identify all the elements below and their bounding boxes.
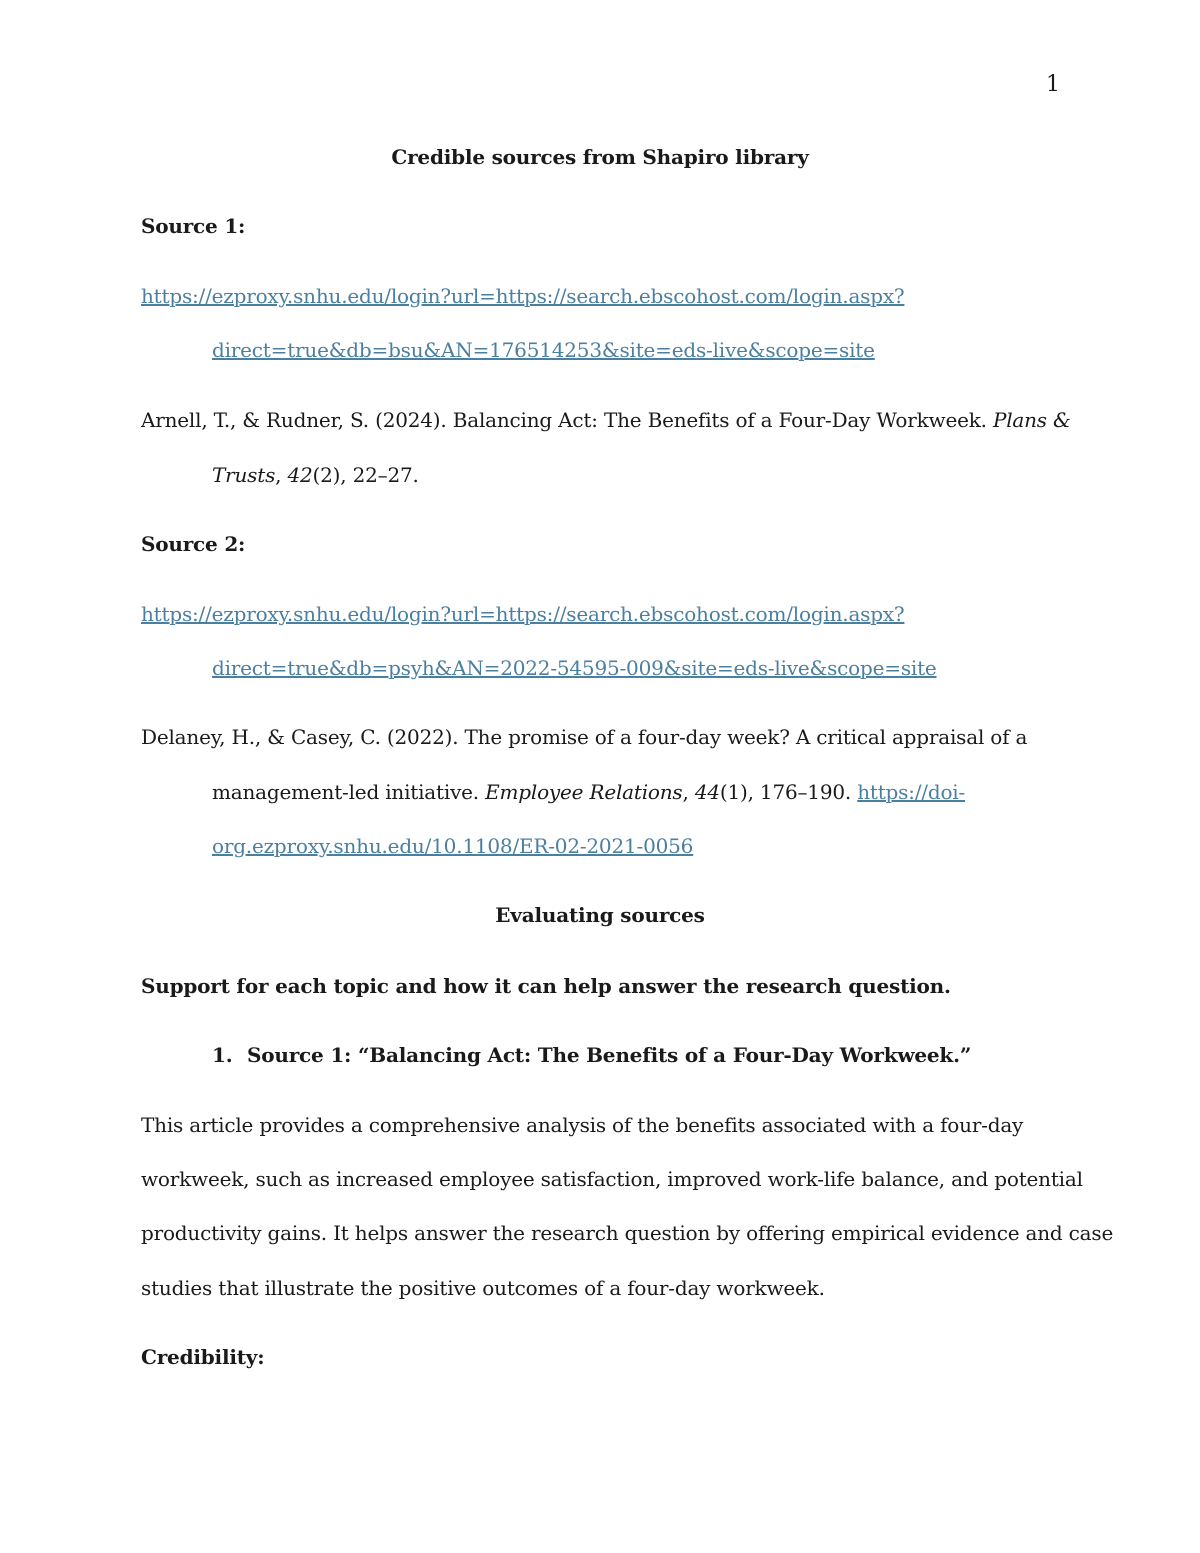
source1-citation-line1 — [141, 407, 1071, 433]
source2-citation-line1: Delaney, H., & Casey, C. (2022). The promise of a four-day week? A critical appraisal of a — [141, 725, 1028, 749]
source2-url-line1[interactable]: https://ezproxy.snhu.edu/login?url=https://search.ebscohost.com/login.aspx? — [141, 602, 905, 626]
source1-journal-title-part1: Plans & — [992, 408, 1071, 432]
source2-doi-link-part2[interactable]: org.ezproxy.snhu.edu/10.1108/ER-02-2021-0056 — [212, 834, 694, 858]
source1-citation-line2 — [212, 462, 419, 488]
document-title: Credible sources from Shapiro library — [391, 145, 809, 169]
source2-citation-line2 — [212, 779, 965, 805]
source1-url-line2[interactable]: direct=true&db=bsu&AN=176514253&site=eds-live&scope=site — [212, 338, 875, 362]
source1-heading: Source 1: — [141, 214, 246, 238]
source1-journal-title-part2: Trusts — [212, 463, 276, 487]
source1-volume: 42 — [287, 463, 313, 487]
source1-separator: , — [275, 463, 288, 487]
source2-heading: Source 2: — [141, 532, 246, 556]
page-number: 1 — [1046, 72, 1060, 97]
source2-citation-text: management-led initiative. — [212, 780, 486, 804]
evaluating-heading: Evaluating sources — [495, 903, 705, 927]
source2-journal-title: Employee Relations — [485, 780, 683, 804]
paragraph-line-4: studies that illustrate the positive outcomes of a four-day workweek. — [141, 1276, 825, 1300]
source2-separator: , — [682, 780, 695, 804]
credibility-heading: Credibility: — [141, 1345, 265, 1369]
source1-url-line1[interactable]: https://ezproxy.snhu.edu/login?url=https://search.ebscohost.com/login.aspx? — [141, 284, 905, 308]
source2-doi-link-part1[interactable]: https://doi- — [857, 780, 966, 804]
source1-issue-pages: (2), 22–27. — [312, 463, 419, 487]
list-item-number: 1. — [212, 1043, 233, 1067]
source2-issue-pages: (1), 176–190. — [719, 780, 858, 804]
list-item-text: Source 1: “Balancing Act: The Benefits of a Four-Day Workweek.” — [247, 1043, 972, 1067]
source2-url-line2[interactable]: direct=true&db=psyh&AN=2022-54595-009&site=eds-live&scope=site — [212, 656, 937, 680]
paragraph-line-2: workweek, such as increased employee satisfaction, improved work-life balance, and potential — [141, 1167, 1083, 1191]
paragraph-line-3: productivity gains. It helps answer the research question by offering empirical evidence and case — [141, 1221, 1114, 1245]
support-heading: Support for each topic and how it can help answer the research question. — [141, 974, 951, 998]
source2-volume: 44 — [694, 780, 720, 804]
source1-citation-text: Arnell, T., & Rudner, S. (2024). Balancing Act: The Benefits of a Four-Day Workweek. — [141, 408, 993, 432]
paragraph-line-1: This article provides a comprehensive analysis of the benefits associated with a four-day — [141, 1113, 1024, 1137]
